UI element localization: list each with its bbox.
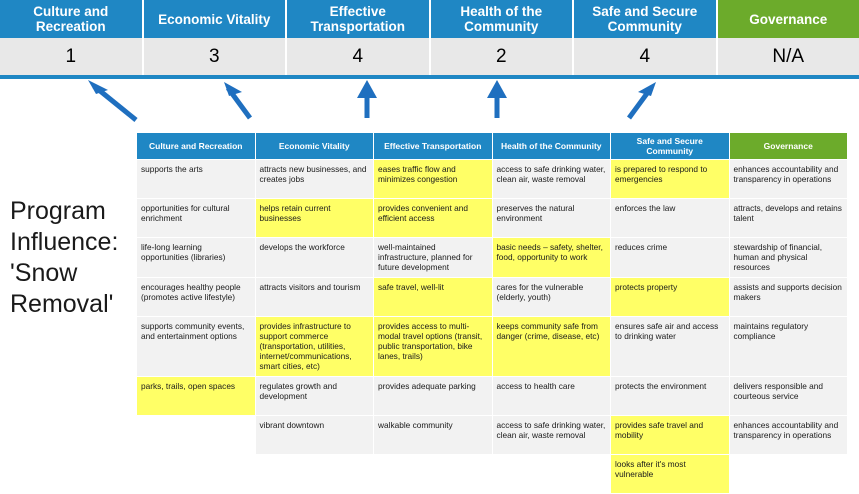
- score-value: 3: [209, 46, 220, 68]
- matrix-cell: provides adequate parking: [374, 376, 493, 415]
- arrow-up-icon-head-3: [487, 80, 507, 98]
- program-influence-caption: [10, 196, 130, 320]
- matrix-row: [137, 415, 848, 454]
- matrix-cell: is prepared to respond to emergencies: [611, 160, 730, 199]
- matrix-row: [137, 316, 848, 376]
- scorecard-header-label: Safe and Secure Community: [578, 4, 712, 34]
- arrow-up-right-icon-head-4: [638, 82, 656, 96]
- matrix-cell: cares for the vulnerable (elderly, youth): [492, 277, 611, 316]
- matrix-cell: vibrant downtown: [255, 415, 374, 454]
- matrix-header-cell-0: Culture and Recreation: [137, 133, 256, 160]
- matrix-cell: attracts, develops and retains talent: [729, 199, 848, 238]
- matrix-cell: attracts visitors and tourism: [255, 277, 374, 316]
- caption-line-2: Influence:: [10, 227, 130, 258]
- scorecard-header-label: Economic Vitality: [158, 12, 270, 27]
- matrix-cell: ensures safe air and access to drinking water: [611, 316, 730, 376]
- matrix-header-cell-3: Health of the Community: [492, 133, 611, 160]
- score-value: 1: [65, 46, 76, 68]
- arrow-up-icon-head-2: [357, 80, 377, 98]
- matrix-cell: protects property: [611, 277, 730, 316]
- matrix-cell: helps retain current businesses: [255, 199, 374, 238]
- scorecard-header-label: Effective Transportation: [291, 4, 425, 34]
- matrix-cell: delivers responsible and courteous service: [729, 376, 848, 415]
- score-value: 2: [496, 46, 507, 68]
- matrix-cell: well-maintained infrastructure, planned for future development: [374, 238, 493, 278]
- matrix-cell: assists and supports decision makers: [729, 277, 848, 316]
- matrix-cell: provides convenient and efficient access: [374, 199, 493, 238]
- matrix-cell: maintains regulatory compliance: [729, 316, 848, 376]
- score-value: 4: [352, 46, 363, 68]
- score-value: N/A: [772, 46, 804, 68]
- matrix-header-row: [137, 133, 848, 160]
- score-cell-1: [144, 38, 288, 75]
- matrix-cell: life-long learning opportunities (libraries): [137, 238, 256, 278]
- matrix-row: [137, 160, 848, 199]
- score-cell-3: [431, 38, 575, 75]
- caption-line-4: Removal': [10, 289, 130, 320]
- caption-line-1: Program: [10, 196, 130, 227]
- scorecard-header-cell-5: [718, 0, 859, 38]
- matrix-cell: preserves the natural environment: [492, 199, 611, 238]
- scorecard-header-row: [0, 0, 859, 38]
- matrix-header-cell-4: Safe and Secure Community: [611, 133, 730, 160]
- arrow-up-left-icon-head-1: [224, 82, 242, 96]
- scorecard-header-cell-2: [287, 0, 431, 38]
- matrix-header-cell-5: Governance: [729, 133, 848, 160]
- score-cell-5: [718, 38, 859, 75]
- matrix-cell: provides safe travel and mobility: [611, 415, 730, 454]
- matrix-cell: stewardship of financial, human and physical resources: [729, 238, 848, 278]
- matrix-header-cell-2: Effective Transportation: [374, 133, 493, 160]
- matrix-cell: safe travel, well-lit: [374, 277, 493, 316]
- matrix-cell: attracts new businesses, and creates jobs: [255, 160, 374, 199]
- matrix-cell: regulates growth and development: [255, 376, 374, 415]
- scorecard-header-cell-1: [144, 0, 288, 38]
- matrix-cell: enforces the law: [611, 199, 730, 238]
- caption-line-3: 'Snow: [10, 258, 130, 289]
- matrix-cell: develops the workforce: [255, 238, 374, 278]
- matrix-cell: reduces crime: [611, 238, 730, 278]
- scorecard-header-label: Governance: [749, 12, 827, 27]
- matrix-cell: supports the arts: [137, 160, 256, 199]
- score-cell-4: [574, 38, 718, 75]
- matrix-cell: opportunities for cultural enrichment: [137, 199, 256, 238]
- matrix-cell: provides access to multi-modal travel options (transit, public transportation, bike lanes, trails): [374, 316, 493, 376]
- matrix-cell: basic needs – safety, shelter, food, opportunity to work: [492, 238, 611, 278]
- matrix-cell: [137, 454, 256, 493]
- scorecard-header-label: Culture and Recreation: [4, 4, 138, 34]
- matrix-header-cell-1: Economic Vitality: [255, 133, 374, 160]
- matrix-cell: access to safe drinking water, clean air, waste removal: [492, 160, 611, 199]
- score-value: 4: [639, 46, 650, 68]
- score-cell-2: [287, 38, 431, 75]
- influence-matrix: [136, 132, 848, 494]
- matrix-cell: walkable community: [374, 415, 493, 454]
- matrix-cell: eases traffic flow and minimizes congestion: [374, 160, 493, 199]
- matrix-cell: [255, 454, 374, 493]
- matrix-cell: [374, 454, 493, 493]
- scorecard-score-row: [0, 38, 859, 75]
- matrix-cell: access to health care: [492, 376, 611, 415]
- matrix-cell: access to safe drinking water, clean air, waste removal: [492, 415, 611, 454]
- matrix-row: [137, 454, 848, 493]
- score-cell-0: [0, 38, 144, 75]
- scorecard-header-cell-4: [574, 0, 718, 38]
- matrix-cell: provides infrastructure to support commerce (transportation, utilities, internet/communications, smart cities, etc): [255, 316, 374, 376]
- matrix-cell: keeps community safe from danger (crime, disease, etc): [492, 316, 611, 376]
- matrix-body: [137, 160, 848, 494]
- matrix-cell: [492, 454, 611, 493]
- matrix-row: [137, 199, 848, 238]
- matrix-cell: parks, trails, open spaces: [137, 376, 256, 415]
- matrix-cell: looks after it's most vulnerable: [611, 454, 730, 493]
- matrix-cell: enhances accountability and transparency in operations: [729, 160, 848, 199]
- scorecard-header: [0, 0, 859, 79]
- arrow-group: [0, 74, 859, 136]
- matrix-cell: supports community events, and entertainment options: [137, 316, 256, 376]
- scorecard-header-cell-3: [431, 0, 575, 38]
- scorecard-header-label: Health of the Community: [435, 4, 569, 34]
- matrix-cell: [137, 415, 256, 454]
- matrix-row: [137, 376, 848, 415]
- matrix-cell: [729, 454, 848, 493]
- matrix-cell: encourages healthy people (promotes active lifestyle): [137, 277, 256, 316]
- matrix-row: [137, 277, 848, 316]
- matrix-row: [137, 238, 848, 278]
- scorecard-header-cell-0: [0, 0, 144, 38]
- matrix-cell: protects the environment: [611, 376, 730, 415]
- matrix-cell: enhances accountability and transparency in operations: [729, 415, 848, 454]
